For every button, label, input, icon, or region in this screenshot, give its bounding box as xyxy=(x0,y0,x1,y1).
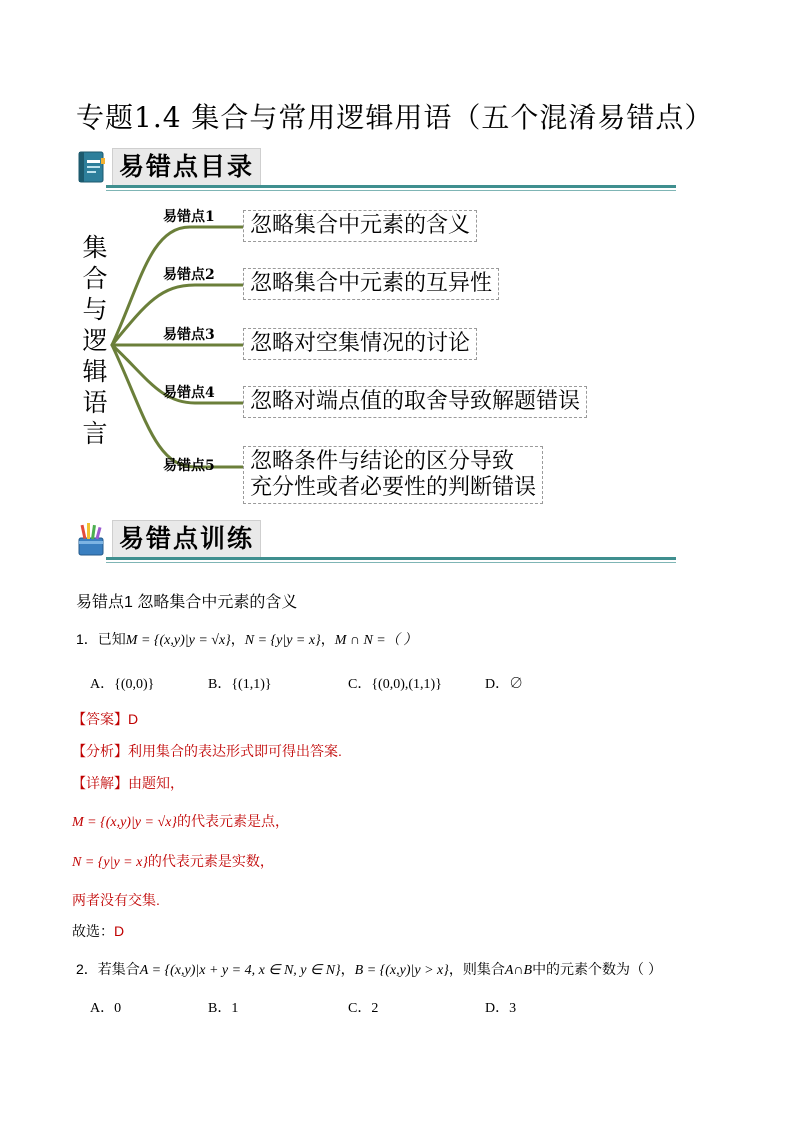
pencil-cup-icon xyxy=(76,522,106,556)
q1-set-m: M = {(x,y)|y = √x} xyxy=(125,633,231,648)
divider xyxy=(106,185,676,188)
q1-option-d: D．∅ xyxy=(485,677,524,692)
q2-option-d: D．3 xyxy=(485,1001,517,1016)
mindmap-root xyxy=(80,232,110,449)
q2-sep: ， xyxy=(340,961,355,977)
branch-box-1: 忽略集合中元素的含义 xyxy=(243,210,477,242)
mindmap-root-char: 逻 xyxy=(82,326,108,355)
q2-intersection: A∩B xyxy=(504,963,533,978)
branch-tag-3: 易错点3 xyxy=(163,327,215,343)
detail-text-m: 的代表元素是点， xyxy=(176,813,289,829)
detail-text: 由题知， xyxy=(128,775,184,791)
analysis-label: 【分析】 xyxy=(72,743,128,759)
mindmap-root-char: 言 xyxy=(82,419,108,448)
branch-box-5 xyxy=(243,446,543,504)
section-heading: 易错点训练 xyxy=(112,520,261,558)
divider xyxy=(106,557,676,560)
branch-box-2: 忽略集合中元素的互异性 xyxy=(243,268,499,300)
mindmap-root-char: 辑 xyxy=(82,357,108,386)
notebook-icon xyxy=(76,150,106,184)
q1-detail xyxy=(72,773,184,793)
q1-sep2: ， xyxy=(320,631,335,647)
detail-text-n: 的代表元素是实数， xyxy=(147,853,274,869)
q1-ask: M ∩ N =（ ） xyxy=(334,633,418,648)
mindmap-root-char: 集 xyxy=(82,233,108,262)
branch-box-4: 忽略对端点值的取舍导致解题错误 xyxy=(243,386,587,418)
q2-option-b: B．1 xyxy=(208,1001,239,1016)
question-1-stem xyxy=(76,629,417,649)
section-header-directory xyxy=(76,148,676,188)
conclusion-label: 故选： xyxy=(72,923,114,939)
question-2-stem xyxy=(76,959,662,979)
branch-tag-1: 易错点1 xyxy=(163,209,215,225)
branch-tag-4: 易错点4 xyxy=(163,385,215,401)
q1-option-c: C．{(0,0),(1,1)} xyxy=(348,677,442,692)
q2-set-b: B = {(x,y)|y > x} xyxy=(354,963,449,978)
q2-option-a: A．0 xyxy=(90,1001,122,1016)
q1-conclusion xyxy=(72,921,124,941)
branch-tag-2: 易错点2 xyxy=(163,267,215,283)
branch-box-5-line1: 忽略条件与结论的区分导致 xyxy=(250,449,515,474)
q1-detail-line4: 两者没有交集. xyxy=(72,892,160,908)
q2-prefix: 2．若集合 xyxy=(76,961,140,977)
section-heading: 易错点目录 xyxy=(112,148,261,186)
q1-option-a: A．{(0,0)} xyxy=(90,677,155,692)
q2-mid: ，则集合 xyxy=(448,961,505,977)
q1-detail-line2 xyxy=(72,811,289,831)
branch-box-5-line2: 充分性或者必要性的判断错误 xyxy=(250,475,537,500)
q1-set-n: N = {y|y = x} xyxy=(244,633,321,648)
q1-option-b: B．{(1,1)} xyxy=(208,677,272,692)
q2-end: 中的元素个数为（ ） xyxy=(532,961,662,977)
page-title: 专题1.4 集合与常用逻辑用语（五个混淆易错点） xyxy=(76,101,714,134)
divider xyxy=(106,190,676,191)
mindmap-root-char: 语 xyxy=(82,388,108,417)
q2-option-c: C．2 xyxy=(348,1001,379,1016)
detail-label: 【详解】 xyxy=(72,775,128,791)
section-header-training xyxy=(76,520,676,560)
answer-value: D xyxy=(128,711,139,727)
q1-answer xyxy=(72,709,138,729)
q1-sep: ， xyxy=(230,631,245,647)
q1-analysis xyxy=(72,741,342,761)
detail-set-m: M = {(x,y)|y = √x} xyxy=(72,815,177,830)
q2-set-a: A = {(x,y)|x + y = 4, x ∈ N, y ∈ N} xyxy=(139,963,341,978)
mindmap-root-char: 与 xyxy=(82,295,108,324)
analysis-text: 利用集合的表达形式即可得出答案. xyxy=(128,743,342,759)
detail-set-n: N = {y|y = x} xyxy=(72,855,148,870)
q1-detail-line3 xyxy=(72,851,274,871)
subsection-title: 易错点1 忽略集合中元素的含义 xyxy=(76,594,298,611)
divider xyxy=(106,562,676,563)
branch-tag-5: 易错点5 xyxy=(163,458,215,474)
branch-box-3: 忽略对空集情况的讨论 xyxy=(243,328,477,360)
q1-prefix: 1．已知 xyxy=(76,631,126,647)
mindmap-root-char: 合 xyxy=(82,264,108,293)
answer-label: 【答案】 xyxy=(72,711,128,727)
conclusion-value: D xyxy=(114,923,125,939)
